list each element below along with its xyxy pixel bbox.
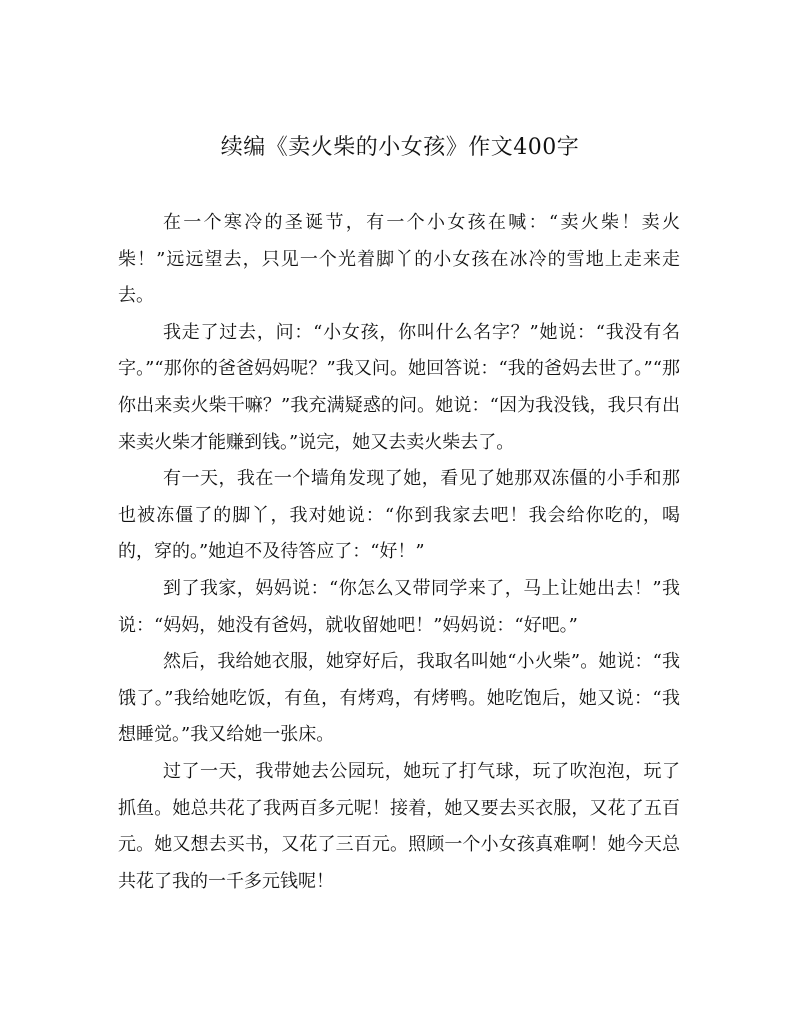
document-title: 续编《卖火柴的小女孩》作文400字 <box>220 135 580 160</box>
document-body <box>118 205 680 900</box>
paragraph-3: 有一天，我在一个墙角发现了她，看见了她那双冻僵的小手和那也被冻僵了的脚丫，我对她说：“你到我家去吧！我会给你吃的，喝的，穿的。”她迫不及待答应了：“好！” <box>118 468 680 563</box>
paragraph-1: 在一个寒冷的圣诞节，有一个小女孩在喊：“卖火柴！卖火柴！”远远望去，只见一个光着脚丫的小女孩在冰冷的雪地上走来走去。 <box>118 212 680 307</box>
paragraph-6: 过了一天，我带她去公园玩，她玩了打气球，玩了吹泡泡，玩了抓鱼。她总共花了我两百多元呢！接着，她又要去买衣服，又花了五百元。她又想去买书，又花了三百元。照顾一个小女孩真难啊！她今天总共花了我的一千多元钱呢！ <box>118 760 680 892</box>
paragraph-5: 然后，我给她衣服，她穿好后，我取名叫她“小火柴”。她说：“我饿了。”我给她吃饭，有鱼，有烤鸡，有烤鸭。她吃饱后，她又说：“我想睡觉。”我又给她一张床。 <box>118 651 680 746</box>
paragraph-2: 我走了过去，问：“小女孩，你叫什么名字？”她说：“我没有名字。”“那你的爸爸妈妈呢？”我又问。她回答说：“我的爸妈去世了。”“那你出来卖火柴干嘛？”我充满疑惑的问。她说：“因为我没钱，我只有出来卖火柴才能赚到钱。”说完，她又去卖火柴去了。 <box>118 321 680 453</box>
paragraph-4: 到了我家，妈妈说：“你怎么又带同学来了，马上让她出去！”我说：“妈妈，她没有爸妈，就收留她吧！”妈妈说：“好吧。” <box>118 577 680 636</box>
